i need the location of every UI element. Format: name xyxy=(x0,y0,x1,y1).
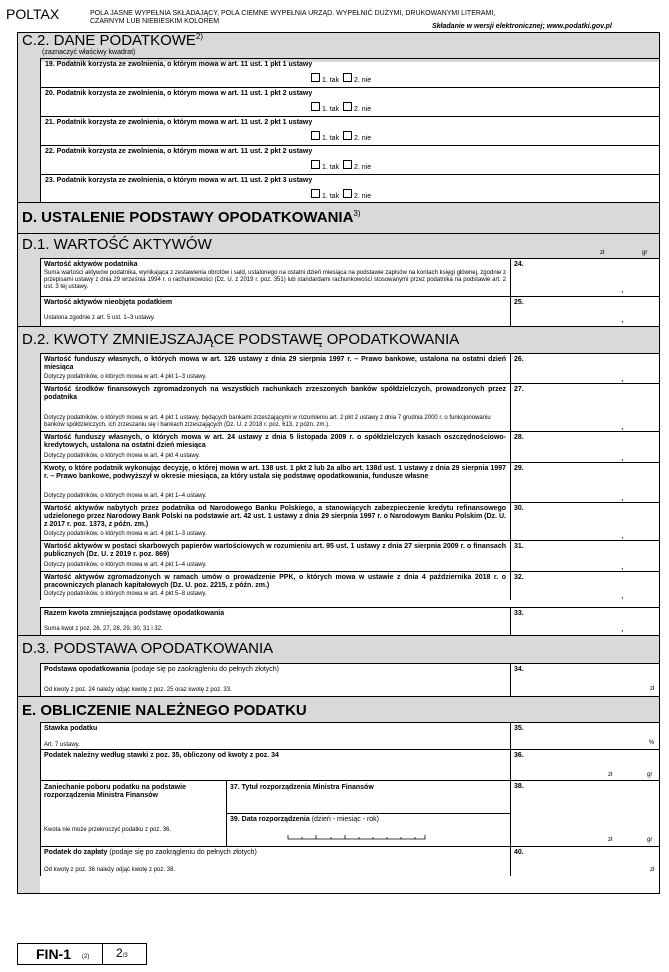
field-24-number: 24. xyxy=(514,261,524,268)
yes-label: 1. tak xyxy=(321,193,340,200)
d2-row-desc: Dotyczy podatników, o których mowa w art. 4 pkt 1–3 ustawy. xyxy=(44,374,207,380)
percent-label: % xyxy=(649,740,655,746)
c2-row-options xyxy=(311,73,371,84)
d2-row-input[interactable] xyxy=(510,541,661,571)
d2-row-desc: Dotyczy podatników, o których mowa w art. 4 pkt 1–4 ustawy. xyxy=(44,562,207,568)
d2-row-number: 30. xyxy=(514,505,524,512)
yes-checkbox[interactable] xyxy=(311,131,320,140)
field-25-label: Wartość aktywów nieobjęta podatkiem xyxy=(44,299,173,306)
field-25-row xyxy=(40,296,659,326)
yes-checkbox[interactable] xyxy=(311,160,320,169)
d2-row xyxy=(40,540,659,571)
field-34-input[interactable] xyxy=(510,664,661,696)
yes-label: 1. tak xyxy=(321,77,340,84)
c2-rows xyxy=(40,58,659,202)
c2-title: C.2. DANE PODATKOWE$^{2)}$ xyxy=(22,32,204,49)
c2-left-margin xyxy=(18,62,40,202)
c2-row xyxy=(40,58,659,87)
field-33-label: Razem kwota zmniejszająca podstawę opodatkowania xyxy=(44,610,225,617)
d2-title: D.2. KWOTY ZMNIEJSZAJĄCE PODSTAWĘ OPODATKOWANIA xyxy=(22,331,460,348)
no-label: 2. nie xyxy=(353,77,372,84)
gr-label: gr xyxy=(642,250,648,256)
field-38-input[interactable] xyxy=(510,781,661,846)
c2-row-label: 22. Podatnik korzysta ze zwolnienia, o którym mowa w art. 11 ust. 2 pkt 2 ustawy xyxy=(45,148,313,155)
zl-label: zł xyxy=(608,837,613,843)
decimal-comma: , xyxy=(621,421,624,431)
form-id-box xyxy=(18,944,103,964)
field-40-row xyxy=(40,846,659,876)
field-24-desc: Suma wartości aktywów podatnika, wynikająca z zestawienia obrotów i sald, ustalonego na ostatni dzień miesiąca na podstawie zapisów na kontach księgi głównej, zgodnie z przepisami ustawy z dnia 29 września 1994 r. o rachunkowości (Dz. U. z 2019 r. poz. 351) lub standardami rachunkowości stosowanymi przez podatnika na podstawie art. 2 ust. 3 tej ustawy. xyxy=(44,270,506,290)
d2-left-margin xyxy=(18,353,40,635)
d2-row-desc: Dotyczy podatników, o których mowa w art. 4 pkt 1–3 ustawy. xyxy=(44,531,207,537)
c2-row-label: 20. Podatnik korzysta ze zwolnienia, o którym mowa w art. 11 ust. 1 pkt 2 ustawy xyxy=(45,90,313,97)
decimal-comma: , xyxy=(621,452,624,462)
d2-row-number: 28. xyxy=(514,434,524,441)
yes-checkbox[interactable] xyxy=(311,73,320,82)
field-35-row xyxy=(40,722,659,749)
field-40-hint: (podaje się po zaokrągleniu do pełnych złotych) xyxy=(109,849,257,856)
d2-row-label: Wartość aktywów zgromadzonych w ramach umów o prowadzenie PPK, o których mowa w ustawie z dnia 4 października 2018 r. o pracowniczych planach kapitałowych (Dz. U. poz. 2215, z późn. zm.) xyxy=(44,574,506,589)
field-39-label: 39. Data rozporządzenia xyxy=(230,816,310,823)
d2-row xyxy=(40,353,659,383)
field-25-desc: Ustalona zgodnie z art. 5 ust. 1–3 ustawy. xyxy=(44,315,155,321)
d-title: D. USTALENIE PODSTAWY OPODATKOWANIA$^{3)}$ xyxy=(22,209,361,226)
d2-row-label: Wartość środków finansowych zgromadzonych na wszystkich rachunkach zrzeszonych banków spółdzielczych, prowadzonych przez podatnika xyxy=(44,386,506,401)
field-24-input[interactable] xyxy=(510,259,661,296)
d2-row xyxy=(40,383,659,431)
decimal-comma: , xyxy=(621,492,624,502)
d1-title: D.1. WARTOŚĆ AKTYWÓW xyxy=(22,236,212,253)
decimal-comma: , xyxy=(621,623,624,633)
field-24-row xyxy=(40,258,659,296)
d2-row-label: Kwoty, o które podatnik wykonując decyzję, o której mowa w art. 138 ust. 1 pkt 2 lub 2a albo art. 138d ust. 1 ustawy z dnia 29 sierpnia 1997 r. – Prawo bankowe, podwyższył w okresie miesiąca, za który ustala się podstawę opodatkowania, fundusze własne xyxy=(44,465,506,480)
d2-row-number: 32. xyxy=(514,574,524,581)
yes-label: 1. tak xyxy=(321,106,340,113)
yes-label: 1. tak xyxy=(321,135,340,142)
d2-row xyxy=(40,571,659,600)
field-34-hint: (podaje się po zaokrągleniu do pełnych złotych) xyxy=(131,666,280,673)
no-checkbox[interactable] xyxy=(343,131,352,140)
zl-label: zł xyxy=(650,686,655,692)
decimal-comma: , xyxy=(621,530,624,540)
field-36-input[interactable] xyxy=(510,750,661,780)
field-33-row xyxy=(40,607,659,635)
d2-row xyxy=(40,502,659,540)
c2-row-label: 21. Podatnik korzysta ze zwolnienia, o którym mowa w art. 11 ust. 2 pkt 1 ustawy xyxy=(45,119,313,126)
fill-instruction: POLA JASNE WYPEŁNIA SKŁADAJĄCY, POLA CIEMNE WYPEŁNIA URZĄD. WYPEŁNIĆ DUŻYMI, DRUKOWANYMI LITERAMI, CZARNYM LUB NIEBIESKIM KOLOREM xyxy=(90,10,496,25)
field-36-row xyxy=(40,749,659,780)
d2-row-desc: Dotyczy podatników, o których mowa w art. 4 pkt 1–4 ustawy. xyxy=(44,493,207,499)
field-40-label: Podatek do zapłaty xyxy=(44,849,108,856)
field-24-label: Wartość aktywów podatnika xyxy=(44,261,138,268)
field-36-label: Podatek należny według stawki z poz. 35, obliczony od kwoty z poz. 34 xyxy=(44,752,279,759)
field-38-number: 38. xyxy=(514,783,524,790)
field-34-label: Podstawa opodatkowania xyxy=(44,666,130,673)
gr-label: gr xyxy=(647,772,653,778)
c2-row-options xyxy=(311,189,371,200)
d2-row-number: 27. xyxy=(514,386,524,393)
field-34-desc: Od kwoty z poz. 24 należy odjąć kwotę z poz. 25 oraz kwotę z poz. 33. xyxy=(44,687,232,693)
no-label: 2. nie xyxy=(353,106,372,113)
tax-waiver-desc: Kwota nie może przekroczyć podatku z poz. 36. xyxy=(44,827,172,833)
poltax-label: POLTAX xyxy=(6,6,60,22)
field-39-hint: (dzień - miesiąc - rok) xyxy=(311,816,379,823)
field-33-number: 33. xyxy=(514,610,524,617)
d2-row-desc: Dotyczy podatników, o których mowa w art. 4 pkt 5–8 ustawy. xyxy=(44,591,207,597)
c2-row-options xyxy=(311,160,371,171)
zl-label: zł xyxy=(608,772,613,778)
field-36-number: 36. xyxy=(514,752,524,759)
field-40-input[interactable] xyxy=(510,847,661,876)
c2-row-options xyxy=(311,131,371,142)
d3-title: D.3. PODSTAWA OPODATKOWANIA xyxy=(22,640,274,657)
decimal-comma: , xyxy=(621,314,624,324)
d2-row-input[interactable] xyxy=(510,572,661,600)
d2-row-number: 31. xyxy=(514,543,524,550)
e-left-margin xyxy=(18,722,40,893)
d2-row-label: Wartość aktywów nabytych przez podatnika od Narodowego Banku Polskiego, a stanowiących zabezpieczenie kredytu refinansowego udzielonego przez Narodowy Bank Polski na podstawie art. 42 ust. 1 ustawy z dnia 29 sierpnia 1997 r. o Narodowym Banku Polskim (Dz. U. z 2017 r. poz. 1373, z późn. zm.) xyxy=(44,505,506,528)
no-label: 2. nie xyxy=(353,164,372,171)
date-boxes xyxy=(287,833,427,841)
d2-row-input[interactable] xyxy=(510,354,661,383)
no-checkbox[interactable] xyxy=(343,102,352,111)
field-33-input[interactable] xyxy=(510,608,661,635)
yes-checkbox[interactable] xyxy=(311,189,320,198)
decimal-comma: , xyxy=(621,590,624,600)
decimal-comma: , xyxy=(621,561,624,571)
d2-row-input[interactable] xyxy=(510,432,661,462)
field-25-number: 25. xyxy=(514,299,524,306)
d2-row-label: Wartość funduszy własnych, o których mowa w art. 126 ustawy z dnia 29 sierpnia 1997 r. – Prawo bankowe, ustalona na ostatni dzień miesiąca xyxy=(44,356,506,371)
d3-left-margin xyxy=(18,663,40,696)
zl-label: zł xyxy=(600,250,605,256)
field-35-number: 35. xyxy=(514,725,524,732)
page-number: 2/3 xyxy=(116,946,128,960)
electronic-submission-note: Składanie w wersji elektronicznej; www.podatki.gov.pl xyxy=(432,23,612,30)
field-35-label: Stawka podatku xyxy=(44,725,98,732)
form-id: FIN-1 xyxy=(36,946,71,962)
field-25-input[interactable] xyxy=(510,297,661,326)
d2-row xyxy=(40,462,659,502)
field-33-desc: Suma kwot z poz. 26, 27, 28, 29, 30, 31 i 32. xyxy=(44,626,163,632)
d2-row-input[interactable] xyxy=(510,384,661,431)
no-checkbox[interactable] xyxy=(343,189,352,198)
form-variant: (2) xyxy=(82,954,90,960)
c2-row xyxy=(40,116,659,145)
d2-row-number: 26. xyxy=(514,356,524,363)
d2-row xyxy=(40,431,659,462)
d2-row-desc: Dotyczy podatników, o których mowa w art. 4 pkt 4 ustawy. xyxy=(44,453,200,459)
d2-row-label: Wartość funduszy własnych, o których mowa w art. 24 ustawy z dnia 5 listopada 2009 r. o spółdzielczych kasach oszczędnościowo-kredytowych, ustalona na ostatni dzień miesiąca xyxy=(44,434,506,449)
d1-left-margin xyxy=(18,258,40,326)
field-35-desc: Art. 7 ustawy. xyxy=(44,742,80,748)
gr-label: gr xyxy=(647,837,653,843)
tax-waiver-label: Zaniechanie poboru podatku na podstawie rozporządzenia Ministra Finansów xyxy=(44,784,186,799)
d2-row-input[interactable] xyxy=(510,503,661,540)
no-checkbox[interactable] xyxy=(343,73,352,82)
d2-row-number: 29. xyxy=(514,465,524,472)
c2-row-options xyxy=(311,102,371,113)
field-37-38-row xyxy=(40,780,659,846)
d2-row-label: Wartość aktywów w postaci skarbowych papierów wartościowych w rozumieniu art. 95 ust. 1 ustawy z dnia 27 sierpnia 2009 r. o finansach publicznych (Dz. U. z 2019 r. poz. 869) xyxy=(44,543,506,558)
form-footer xyxy=(17,943,147,965)
c2-row-label: 23. Podatnik korzysta ze zwolnienia, o którym mowa w art. 11 ust. 2 pkt 3 ustawy xyxy=(45,177,313,184)
field-37-input[interactable] xyxy=(226,781,511,813)
yes-label: 1. tak xyxy=(321,164,340,171)
field-39-input[interactable] xyxy=(226,813,511,847)
field-34-number: 34. xyxy=(514,666,524,673)
c2-row xyxy=(40,174,659,202)
c2-instruction: (zaznaczyć właściwy kwadrat) xyxy=(42,49,136,56)
field-40-number: 40. xyxy=(514,849,524,856)
c2-row xyxy=(40,87,659,116)
e-title: E. OBLICZENIE NALEŻNEGO PODATKU xyxy=(22,702,307,719)
field-40-desc: Od kwoty z poz. 36 należy odjąć kwotę z poz. 38. xyxy=(44,867,176,873)
field-37-label: 37. Tytuł rozporządzenia Ministra Finansów xyxy=(230,784,374,791)
field-34-row xyxy=(40,663,659,696)
field-35-input[interactable] xyxy=(510,723,661,749)
decimal-comma: , xyxy=(621,373,624,383)
c2-row-label: 19. Podatnik korzysta ze zwolnienia, o którym mowa w art. 11 ust. 1 pkt 1 ustawy xyxy=(45,61,313,68)
no-checkbox[interactable] xyxy=(343,160,352,169)
decimal-comma: , xyxy=(621,284,624,294)
no-label: 2. nie xyxy=(353,135,372,142)
d2-row-input[interactable] xyxy=(510,463,661,502)
no-label: 2. nie xyxy=(353,193,372,200)
yes-checkbox[interactable] xyxy=(311,102,320,111)
zl-label: zł xyxy=(650,867,655,873)
d2-row-desc: Dotyczy podatników, o których mowa w art. 4 pkt 1 ustawy, będących bankami zrzeszającymi w rozumieniu art. 2 pkt 2 ustawy z dnia 7 grudnia 2000 r. o funkcjonowaniu banków spółdzielczych, ich zrzeszaniu się i bankach zrzeszających (Dz. U. z 2018 r. poz. 613, z późn. zm.). xyxy=(44,415,491,428)
c2-row xyxy=(40,145,659,174)
